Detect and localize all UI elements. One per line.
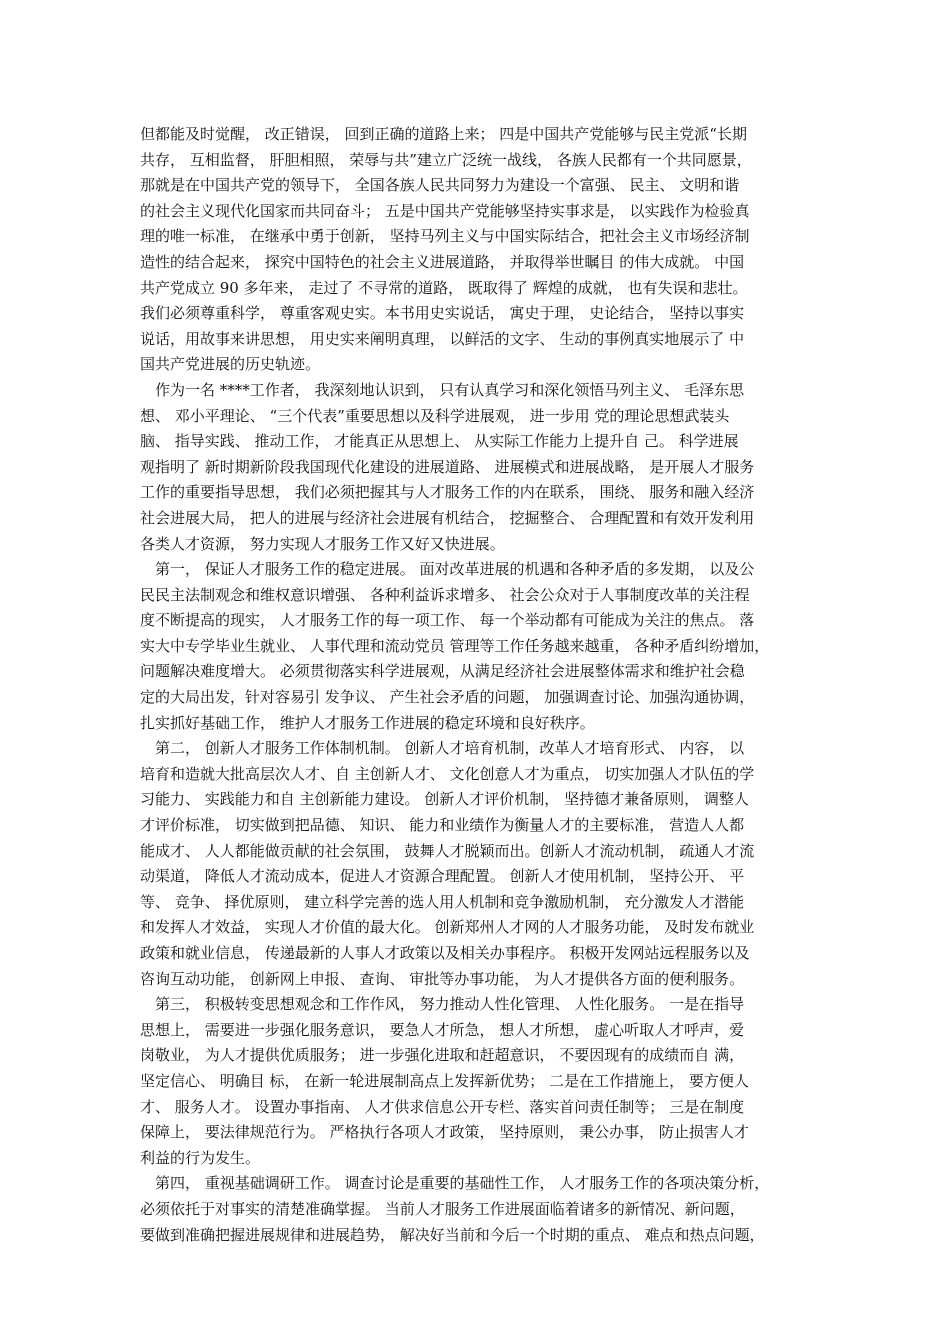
document-body [140, 122, 812, 1248]
text-line: 习能力、 实践能力和自 主创新能力建设。 创新人才评价机制， 坚持德才兼备原则， 调整人 [140, 790, 749, 809]
text-line: 共产党成立 90 多年来， 走过了 不寻常的道路， 既取得了 辉煌的成就， 也有失误和悲壮。 [140, 278, 748, 297]
text-line: 造性的结合起来， 探究中国特色的社会主义进展道路， 并取得举世瞩目 的伟大成就。 中国 [140, 252, 745, 271]
text-line: 民民主法制观念和维权意识增强、 各种利益诉求增多、 社会公众对于人事制度改革的关注程 [140, 585, 750, 604]
text-line: 说话，用故事来讲思想， 用史实来阐明真理， 以鲜活的文字、 生动的事例真实地展示了 中 [140, 329, 745, 348]
text-line: 等、 竞争、 择优原则， 建立科学完善的选人用人机制和竞争激励机制， 充分激发人才潜能 [140, 892, 745, 911]
text-line: 第一， 保证人才服务工作的稳定进展。 面对改革进展的机遇和各种矛盾的多发期， 以及公 [140, 560, 755, 579]
text-line: 实大中专学毕业生就业、 人事代理和流动党员 管理等工作任务越来越重， 各种矛盾纠纷增加， [140, 636, 770, 655]
text-line: 利益的行为发生。 [140, 1148, 261, 1167]
text-line: 各类人才资源， 努力实现人才服务工作又好又快进展。 [140, 534, 505, 553]
text-line: 第二， 创新人才服务工作体制机制。 创新人才培育机制，改革人才培育形式、 内容， 以 [140, 739, 745, 758]
text-line: 工作的重要指导思想， 我们必须把握其与人才服务工作的内在联系， 围绕、 服务和融入经济 [140, 483, 755, 502]
text-line: 政策和就业信息， 传递最新的人事人才政策以及相关办事程序。 积极开发网站远程服务以及 [140, 944, 750, 962]
text-line: 观指明了 新时期新阶段我国现代化建设的进展道路、 进展模式和进展战略， 是开展人才服务 [140, 457, 755, 476]
text-line: 问题解决难度增大。 必须贯彻落实科学进展观，从满足经济社会进展整体需求和维护社会稳 [140, 662, 745, 681]
text-line: 咨询互动功能， 创新网上申报、 查询、 审批等办事功能， 为人才提供各方面的便利服务。 [140, 969, 745, 988]
text-line: 扎实抓好基础工作， 维护人才服务工作进展的稳定环境和良好秩序。 [140, 713, 595, 732]
text-line: 必须依托于对事实的清楚准确掌握。 当前人才服务工作进展面临着诸多的新情况、新问题， [140, 1199, 745, 1218]
text-line: 共存， 互相监督， 肝胆相照， 荣辱与共”建立广泛统一战线， 各族人民都有一个共同愿景， [140, 150, 752, 169]
text-line: 作为一名 ****工作者， 我深刻地认识到， 只有认真学习和深化领悟马列主义、 毛泽东思 [140, 380, 745, 399]
text-line: 培育和造就大批高层次人才、自 主创新人才、 文化创意人才为重点， 切实加强人才队伍的学 [140, 764, 755, 783]
text-line: 脑、 指导实践、 推动工作， 才能真正从思想上、 从实际工作能力上提升自 己。 科学进展 [140, 432, 739, 451]
text-line: 度不断提高的现实， 人才服务工作的每一项工作、 每一个举动都有可能成为关注的焦点。 落 [140, 611, 755, 630]
text-line: 第三， 积极转变思想观念和工作作风， 努力推动人性化管理、 人性化服务。 一是在指导 [140, 995, 745, 1014]
text-line: 想、 邓小平理论、 “三个代表”重要思想以及科学进展观， 进一步用 党的理论思想武装头 [140, 406, 730, 425]
text-line: 才、 服务人才。 设置办事指南、 人才供求信息公开专栏、落实首问责任制等； 三是在制度 [140, 1097, 745, 1116]
text-line: 保障上， 要法律规范行为。 严格执行各项人才政策， 坚持原则， 秉公办事， 防止损害人才 [140, 1123, 749, 1142]
text-line: 第四， 重视基础调研工作。 调查讨论是重要的基础性工作， 人才服务工作的各项决策分析， [140, 1174, 770, 1193]
text-line: 才评价标准， 切实做到把品德、 知识、 能力和业绩作为衡量人才的主要标准， 营造人人都 [140, 816, 745, 835]
text-line: 定的大局出发，针对容易引 发争议、 产生社会矛盾的问题， 加强调查讨论、加强沟通协调， [140, 688, 755, 707]
text-line: 我们必须尊重科学， 尊重客观史实。本书用史实说话， 寓史于理， 史论结合， 坚持以事实 [140, 304, 745, 323]
text-line: 国共产党进展的历史轨迹。 [140, 355, 321, 374]
text-line: 但都能及时觉醒， 改正错误， 回到正确的道路上来； 四是中国共产党能够与民主党派“长期 [140, 125, 747, 143]
text-line: 坚定信心、 明确目 标， 在新一轮进展制高点上发挥新优势； 二是在工作措施上， 要方便人 [140, 1071, 749, 1090]
text-line: 要做到准确把握进展规律和进展趋势， 解决好当前和今后一个时期的重点、 难点和热点问题， [140, 1225, 765, 1244]
text-line: 和发挥人才效益， 实现人才价值的最大化。 创新郑州人才网的人才服务功能， 及时发布就业 [140, 918, 755, 937]
text-line: 能成才、 人人都能做贡献的社会氛围， 鼓舞人才脱颖而出。创新人才流动机制， 疏通人才流 [140, 841, 755, 860]
text-line: 岗敬业， 为人才提供优质服务； 进一步强化进取和赶超意识， 不要因现有的成绩而自 满， [140, 1046, 745, 1065]
text-line: 那就是在中国共产党的领导下， 全国各族人民共同努力为建设一个富强、 民主、 文明和谐 [140, 176, 740, 195]
text-line: 思想上， 需要进一步强化服务意识， 要急人才所急， 想人才所想， 虚心听取人才呼声，爱 [140, 1020, 745, 1039]
text-line: 社会进展大局， 把人的进展与经济社会进展有机结合， 挖掘整合、 合理配置和有效开发利用 [140, 508, 755, 527]
text-line: 的社会主义现代化国家而共同奋斗； 五是中国共产党能够坚持实事求是， 以实践作为检验真 [140, 201, 750, 220]
text-line: 理的唯一标准， 在继承中勇于创新， 坚持马列主义与中国实际结合，把社会主义市场经济制 [140, 227, 750, 246]
text-line: 动渠道， 降低人才流动成本，促进人才资源合理配置。 创新人才使用机制， 坚持公开、 平 [140, 867, 745, 886]
